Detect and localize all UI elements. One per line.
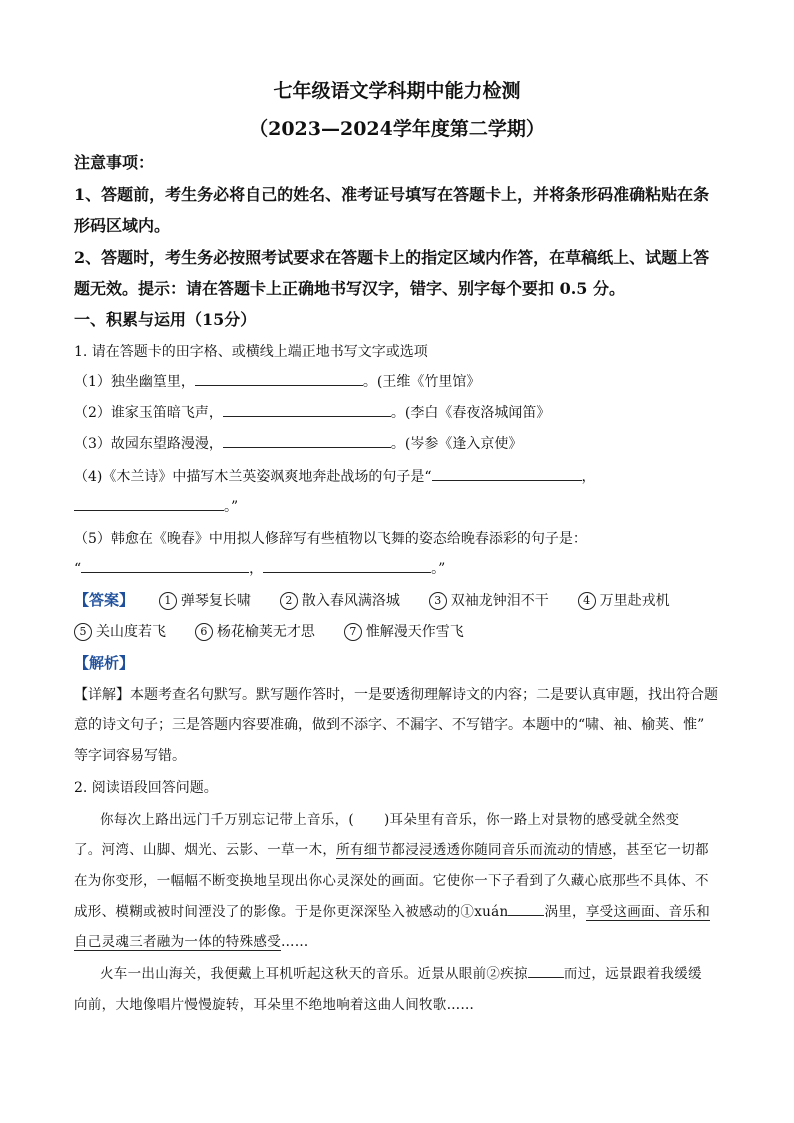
- page-title: 七年级语文学科期中能力检测: [273, 80, 521, 102]
- answer-row-2: [74, 621, 464, 641]
- passage-text: 涡里，: [544, 904, 586, 920]
- question-1-item-4: [74, 466, 596, 486]
- pinyin-blank-2[interactable]: [528, 965, 564, 978]
- passage-text: ，甚至它一切都: [612, 842, 709, 858]
- answer-5: 关山度若飞: [96, 624, 166, 640]
- answer-4: 万里赴戎机: [599, 593, 670, 609]
- answer-blank[interactable]: [74, 496, 224, 511]
- underlined-sentence-1: 所有细节都浸浸透透你随同音乐而流动的情感: [336, 842, 613, 858]
- answer-row-1: [74, 589, 670, 610]
- passage-line: [100, 808, 679, 828]
- item-3-text: （3）故园东望路漫漫，: [74, 436, 223, 452]
- answer-label: 【答案】: [74, 591, 135, 609]
- passage-text: )耳朵里有音乐，你一路上对景物的感受就全然变: [383, 812, 680, 828]
- passage-text: 了。河湾、山脚、烟光、云影、一草一木，: [74, 842, 337, 858]
- item-1-text: （1）独坐幽篁里，: [74, 374, 195, 390]
- item-3-source: 。(岑参《逢入京使》: [390, 436, 523, 452]
- notice-item-1-line-1: 1、答题前，考生务必将自己的姓名、准考证号填写在答题卡上，并将条形码准确粘贴在条: [74, 185, 710, 204]
- answer-6: 杨花榆荚无才思: [216, 624, 315, 640]
- answer-number-6: 6: [195, 623, 213, 641]
- passage-line: [74, 838, 709, 858]
- item-2-source: 。(李白《春夜洛城闻笛》: [390, 405, 551, 421]
- analysis-line-3: 等字词容易写错。: [74, 748, 186, 764]
- answer-blank[interactable]: [223, 433, 391, 448]
- question-1-item-5-cont: [74, 558, 445, 578]
- answer-2: 散入春风满洛城: [301, 593, 400, 609]
- notice-item-2-line-2: 题无效。提示：请在答题卡上正确地书写汉字，错字、别字每个要扣 0.5 分。: [74, 279, 625, 298]
- passage-text: 而过，远景跟着我缓缓: [563, 966, 702, 982]
- passage-line: [100, 962, 702, 982]
- item-4-text: （4)《木兰诗》中描写木兰英姿飒爽地奔赴战场的句子是“: [74, 469, 432, 485]
- answer-7: 惟解漫天作雪飞: [365, 624, 464, 640]
- section-1-heading: 一、积累与运用（15分）: [74, 310, 257, 329]
- passage-text: ……: [281, 934, 309, 950]
- answer-number-3: 3: [429, 592, 447, 610]
- question-1-item-1: [74, 371, 480, 391]
- answer-number-7: 7: [344, 623, 362, 641]
- item-5-end: 。”: [431, 561, 446, 577]
- answer-blank[interactable]: [195, 371, 363, 386]
- passage-line: 在为你变形，一幅幅不断变换地呈现出你心灵深处的画面。它使你一下子看到了久藏心底那些不具体、不: [74, 873, 709, 889]
- item-2-text: （2）谁家玉笛暗飞声，: [74, 405, 223, 421]
- answer-number-2: 2: [280, 592, 298, 610]
- underlined-sentence-2-cont: 自己灵魂三者融为一体的特殊感受: [74, 934, 281, 950]
- passage-line: 向前，大地像唱片慢慢旋转，耳朵里不绝地响着这曲人间牧歌……: [74, 997, 475, 1013]
- passage-line: [74, 930, 309, 950]
- analysis-line-2: 意的诗文句子；三是答题内容要准确，做到不添字、不漏字、不写错字。本题中的“啸、袖、榆荚、惟”: [74, 717, 705, 733]
- answer-1: 弹琴复长啸: [180, 593, 251, 609]
- item-1-source: 。(王维《竹里馆》: [362, 374, 481, 390]
- notice-item-2-line-1: 2、答题时，考生务必按照考试要求在答题卡上的指定区域内作答，在草稿纸上、试题上答: [74, 248, 710, 267]
- answer-blank[interactable]: [263, 558, 431, 573]
- question-1-item-5: （5）韩愈在《晚春》中用拟人修辞写有些植物以飞舞的姿态给晚春添彩的句子是：: [74, 531, 587, 547]
- question-2-stem: 2. 阅读语段回答问题。: [74, 780, 218, 796]
- question-1-item-4-cont: [74, 496, 238, 516]
- item-5-comma: ，: [249, 561, 264, 577]
- question-1-item-3: [74, 433, 522, 453]
- passage-line: [74, 900, 710, 920]
- notice-heading: 注意事项：: [74, 153, 155, 172]
- underlined-sentence-2: 享受这画面、音乐和: [585, 904, 711, 920]
- answer-number-1: 1: [159, 592, 177, 610]
- item-4-comma: ，: [581, 469, 596, 485]
- analysis-line-1: 【详解】本题考查名句默写。默写题作答时，一是要透彻理解诗文的内容；二是要认真审题，找出符合题: [74, 687, 718, 703]
- page-subtitle: （2023—2024学年度第二学期）: [249, 118, 545, 140]
- item-5-open-quote: “: [74, 561, 82, 577]
- answer-blank[interactable]: [81, 558, 249, 573]
- pinyin-blank-1[interactable]: [508, 903, 544, 916]
- notice-item-1-line-2: 形码区域内。: [74, 216, 171, 235]
- question-1-stem: 1. 请在答题卡的田字格、或横线上端正地书写文字或选项: [74, 344, 428, 360]
- answer-3: 双袖龙钟泪不干: [450, 593, 549, 609]
- answer-number-4: 4: [578, 592, 596, 610]
- passage-text: 成形、模糊或被时间湮没了的影像。于是你更深深坠入被感动的①xuán: [74, 904, 509, 920]
- answer-number-5: 5: [74, 623, 92, 641]
- question-1-item-2: [74, 402, 550, 422]
- passage-text: 火车一出山海关，我便戴上耳机听起这秋天的音乐。近景从眼前②疾掠: [100, 966, 528, 982]
- item-4-end: 。”: [224, 499, 239, 515]
- analysis-label: 【解析】: [74, 654, 135, 672]
- answer-blank[interactable]: [432, 466, 582, 481]
- passage-text: 你每次上路出远门千万别忘记带上音乐，(: [100, 812, 354, 828]
- answer-blank[interactable]: [223, 402, 391, 417]
